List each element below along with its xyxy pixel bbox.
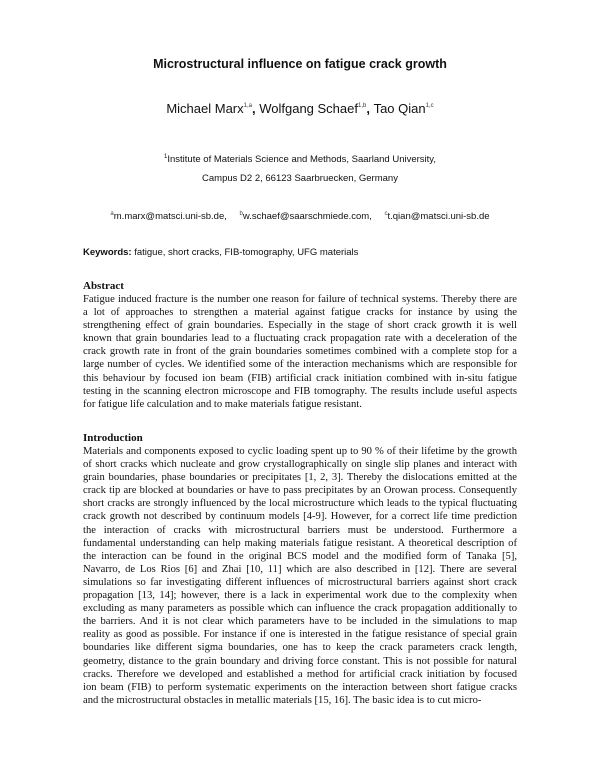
text-line: this behaviour by focused ion beam (FIB) artificial crack initiation combined with in-situ fatigue — [83, 372, 517, 384]
text-line: cracks. Therefore we developed and established a method for artificial crack initiation by focused — [83, 668, 517, 680]
email-marker: b — [239, 211, 243, 217]
text-line: grain boundaries, phase boundaries or precipitates [1, 2, 3]. Thereby the dislocations emitted at the — [83, 472, 517, 484]
author-list: Michael Marx$^{1,a}$, Wolfgang Schaef$^{1,b}$, Tao Qian$^{1,c}$ — [166, 101, 434, 116]
email-address: m.marx@matsci.uni-sb.de, — [113, 211, 227, 222]
affiliation-line — [0, 154, 600, 165]
keywords-text: fatigue, short cracks, FIB-tomography, UFG materials — [131, 247, 359, 258]
text-line: Navarro, de Los Rios [6] and Zhai [10, 11] which are also described in [12]. There are several — [83, 563, 517, 575]
email-address: t.qian@matsci.uni-sb.de — [387, 211, 490, 222]
affiliation-institute: Institute of Materials Science and Methods, Saarland University, — [167, 154, 436, 165]
text-line: crack tip are blocked at boundaries or have to pass precipitates by an Orowan process. Consequently — [83, 485, 517, 497]
text-line: crack growth not described by continuum models [4-9]. However, for a correct life time prediction — [83, 511, 517, 523]
email-address: w.schaef@saarschmiede.com, — [242, 211, 372, 222]
author-affiliation-marker: 1,a — [243, 103, 252, 109]
text-line: the interaction of cracks with microstructural barriers must be understood. Furthermore a — [83, 524, 517, 536]
author-name: Wolfgang Schaef — [259, 101, 358, 116]
affiliation-address: Campus D2 2, 66123 Saarbruecken, Germany — [202, 173, 398, 184]
text-line: the barriers. And it is not clear which parameters have to be included in the simulations to map — [83, 616, 517, 628]
text-line: boundaries like different sigma boundaries, one has to keep the crack parameters crack length, — [83, 642, 517, 654]
author-affiliation-marker: 1,c — [425, 103, 434, 109]
text-line: of short cracks which nucleate and grow crystallographically on single slip planes and interact with — [83, 459, 517, 471]
email-list — [0, 211, 600, 222]
text-line: reality as good as possible. For instance if one is interested in the fatigue resistance of special grain — [83, 629, 517, 641]
text-line: large number of cycles. We identified some of the interaction mechanisms which are responsible for — [83, 359, 517, 371]
text-line: Materials and components exposed to cyclic loading spent up to 90 % of their lifetime by the growth — [83, 446, 517, 457]
text-line: and the microstructural obstacles in metallic materials [15, 16]. The basic idea is to cut micro- — [83, 694, 482, 706]
text-line: known that grain boundaries lead to a fluctuating crack propagation rate with a deceleration of the — [83, 333, 517, 345]
text-line: ion beam (FIB) to perform systematic experiments on the interaction between short fatigue cracks — [83, 681, 517, 693]
author-name: Tao Qian — [373, 101, 426, 116]
keywords-label: Keywords: — [83, 247, 132, 258]
author-name: Michael Marx — [166, 101, 244, 116]
introduction-heading: Introduction — [83, 432, 143, 444]
paper-title: Microstructural influence on fatigue crack growth — [153, 57, 447, 71]
affiliation-marker: 1 — [164, 154, 168, 160]
text-line: testing in the scanning electron microscope and FIB tomography. The results include useful aspects — [83, 385, 517, 397]
text-line: Fatigue induced fracture is the number one reason for failure of technical systems. Thereby there are — [83, 294, 517, 305]
text-line: geometry, distance to the grain boundary and driving force constant. This is not possible for natural — [83, 655, 517, 667]
text-line: fundamental understanding can help making materials fatigue resistant. A theoretical description of — [83, 537, 517, 549]
text-line: crack growth rate in front of the grain boundaries sometimes combined with a complete stop for a — [83, 346, 517, 358]
text-line: simulations so far investigating different influences of microstructural barriers against short crack — [83, 576, 517, 588]
text-line: short cracks are strongly influenced by the local microstructure which leads to the typical fluctuating — [83, 498, 517, 510]
text-line: a lot of approaches to strengthen a material against fatigue cracks for instance by using the — [83, 307, 517, 319]
introduction-body — [83, 445, 517, 707]
text-line: strengthening effect of grain boundaries. Especially in the stage of short crack growth it is well — [83, 320, 517, 332]
text-line: for fatigue life calculation and to make materials fatigue resistant. — [83, 398, 362, 410]
author-affiliation-marker: 1,b — [358, 103, 367, 109]
abstract-heading: Abstract — [83, 280, 124, 292]
keywords — [83, 247, 523, 258]
text-line: the interaction can be found in the original BCS model and the modified form of Tanaka [5], — [83, 550, 517, 562]
text-line: propagation [13, 14]; however, there is a lack in experimental work due to the complexity when — [83, 590, 517, 602]
email-marker: a — [110, 211, 114, 217]
text-line: excluding as many parameters as possible which can influence the crack propagation additionally to — [83, 603, 517, 615]
email-marker: c — [384, 211, 388, 217]
abstract-body — [83, 293, 517, 411]
